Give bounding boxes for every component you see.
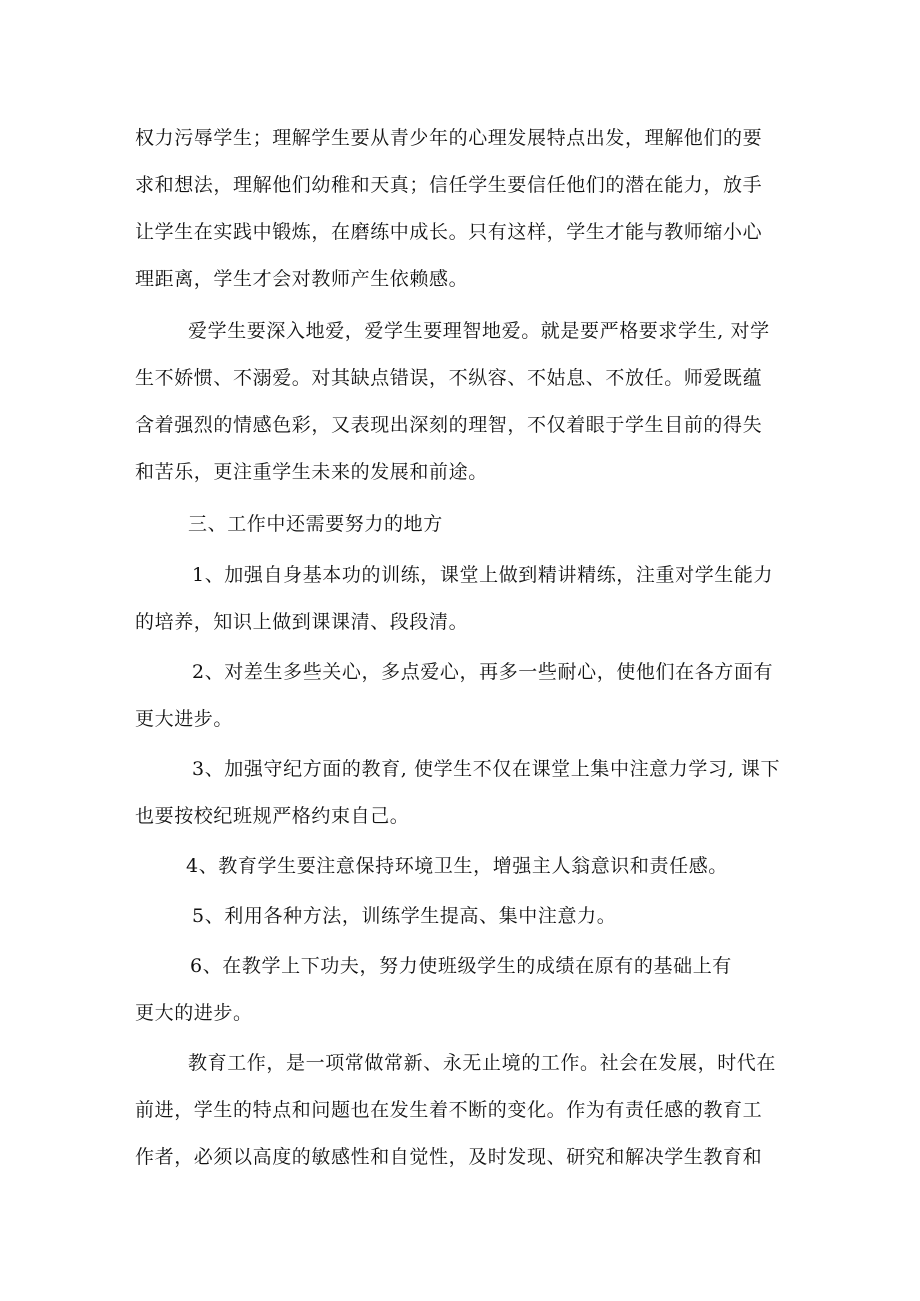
paragraph-line: 前进，学生的特点和问题也在发生着不断的变化。作为有责任感的教育工 (135, 1099, 763, 1121)
paragraph-line: 和苦乐，更注重学生未来的发展和前途。 (135, 461, 488, 483)
paragraph-line: 爱学生要深入地爱，爱学生要理智地爱。就是要严格要求学生, 对学 (188, 320, 770, 342)
list-item: 5、利用各种方法，训练学生提高、集中注意力。 (192, 905, 617, 927)
paragraph-line: 含着强烈的情感色彩，又表现出深刻的理智，不仅着眼于学生目前的得失 (135, 414, 763, 436)
paragraph-line: 理距离，学生才会对教师产生依赖感。 (135, 268, 469, 290)
list-item: 4、教育学生要注意保持环境卫生，增强主人翁意识和责任感。 (186, 855, 728, 877)
list-item: 的培养，知识上做到课课清、段段清。 (135, 611, 469, 633)
list-item: 2、对差生多些关心，多点爱心，再多一些耐心，使他们在各方面有 (192, 661, 774, 683)
paragraph-line: 求和想法，理解他们幼稚和天真；信任学生要信任他们的潜在能力，放手 (135, 174, 763, 196)
list-item: 1、加强自身基本功的训练，课堂上做到精讲精练，注重对学生能力 (192, 564, 774, 586)
paragraph-line: 生不娇惯、不溺爱。对其缺点错误，不纵容、不姑息、不放任。师爱既蕴 (135, 367, 763, 389)
paragraph-line: 让学生在实践中锻炼，在磨练中成长。只有这样，学生才能与教师缩小心 (135, 221, 763, 243)
paragraph-line: 作者，必须以高度的敏感性和自觉性，及时发现、研究和解决学生教育和 (135, 1146, 763, 1168)
list-item: 也要按校纪班规严格约束自己。 (135, 805, 410, 827)
paragraph-line: 教育工作，是一项常做常新、永无止境的工作。社会在发展，时代在 (188, 1052, 777, 1074)
paragraph-line: 权力污辱学生；理解学生要从青少年的心理发展特点出发，理解他们的要 (135, 127, 763, 149)
list-item: 3、加强守纪方面的教育, 使学生不仅在课堂上集中注意力学习, 课下 (192, 758, 781, 780)
list-item: 6、在教学上下功夫，努力使班级学生的成绩在原有的基础上有 (190, 955, 732, 977)
list-item: 更大进步。 (135, 708, 234, 730)
list-item: 更大的进步。 (135, 1002, 253, 1024)
section-heading: 三、工作中还需要努力的地方 (188, 513, 443, 535)
